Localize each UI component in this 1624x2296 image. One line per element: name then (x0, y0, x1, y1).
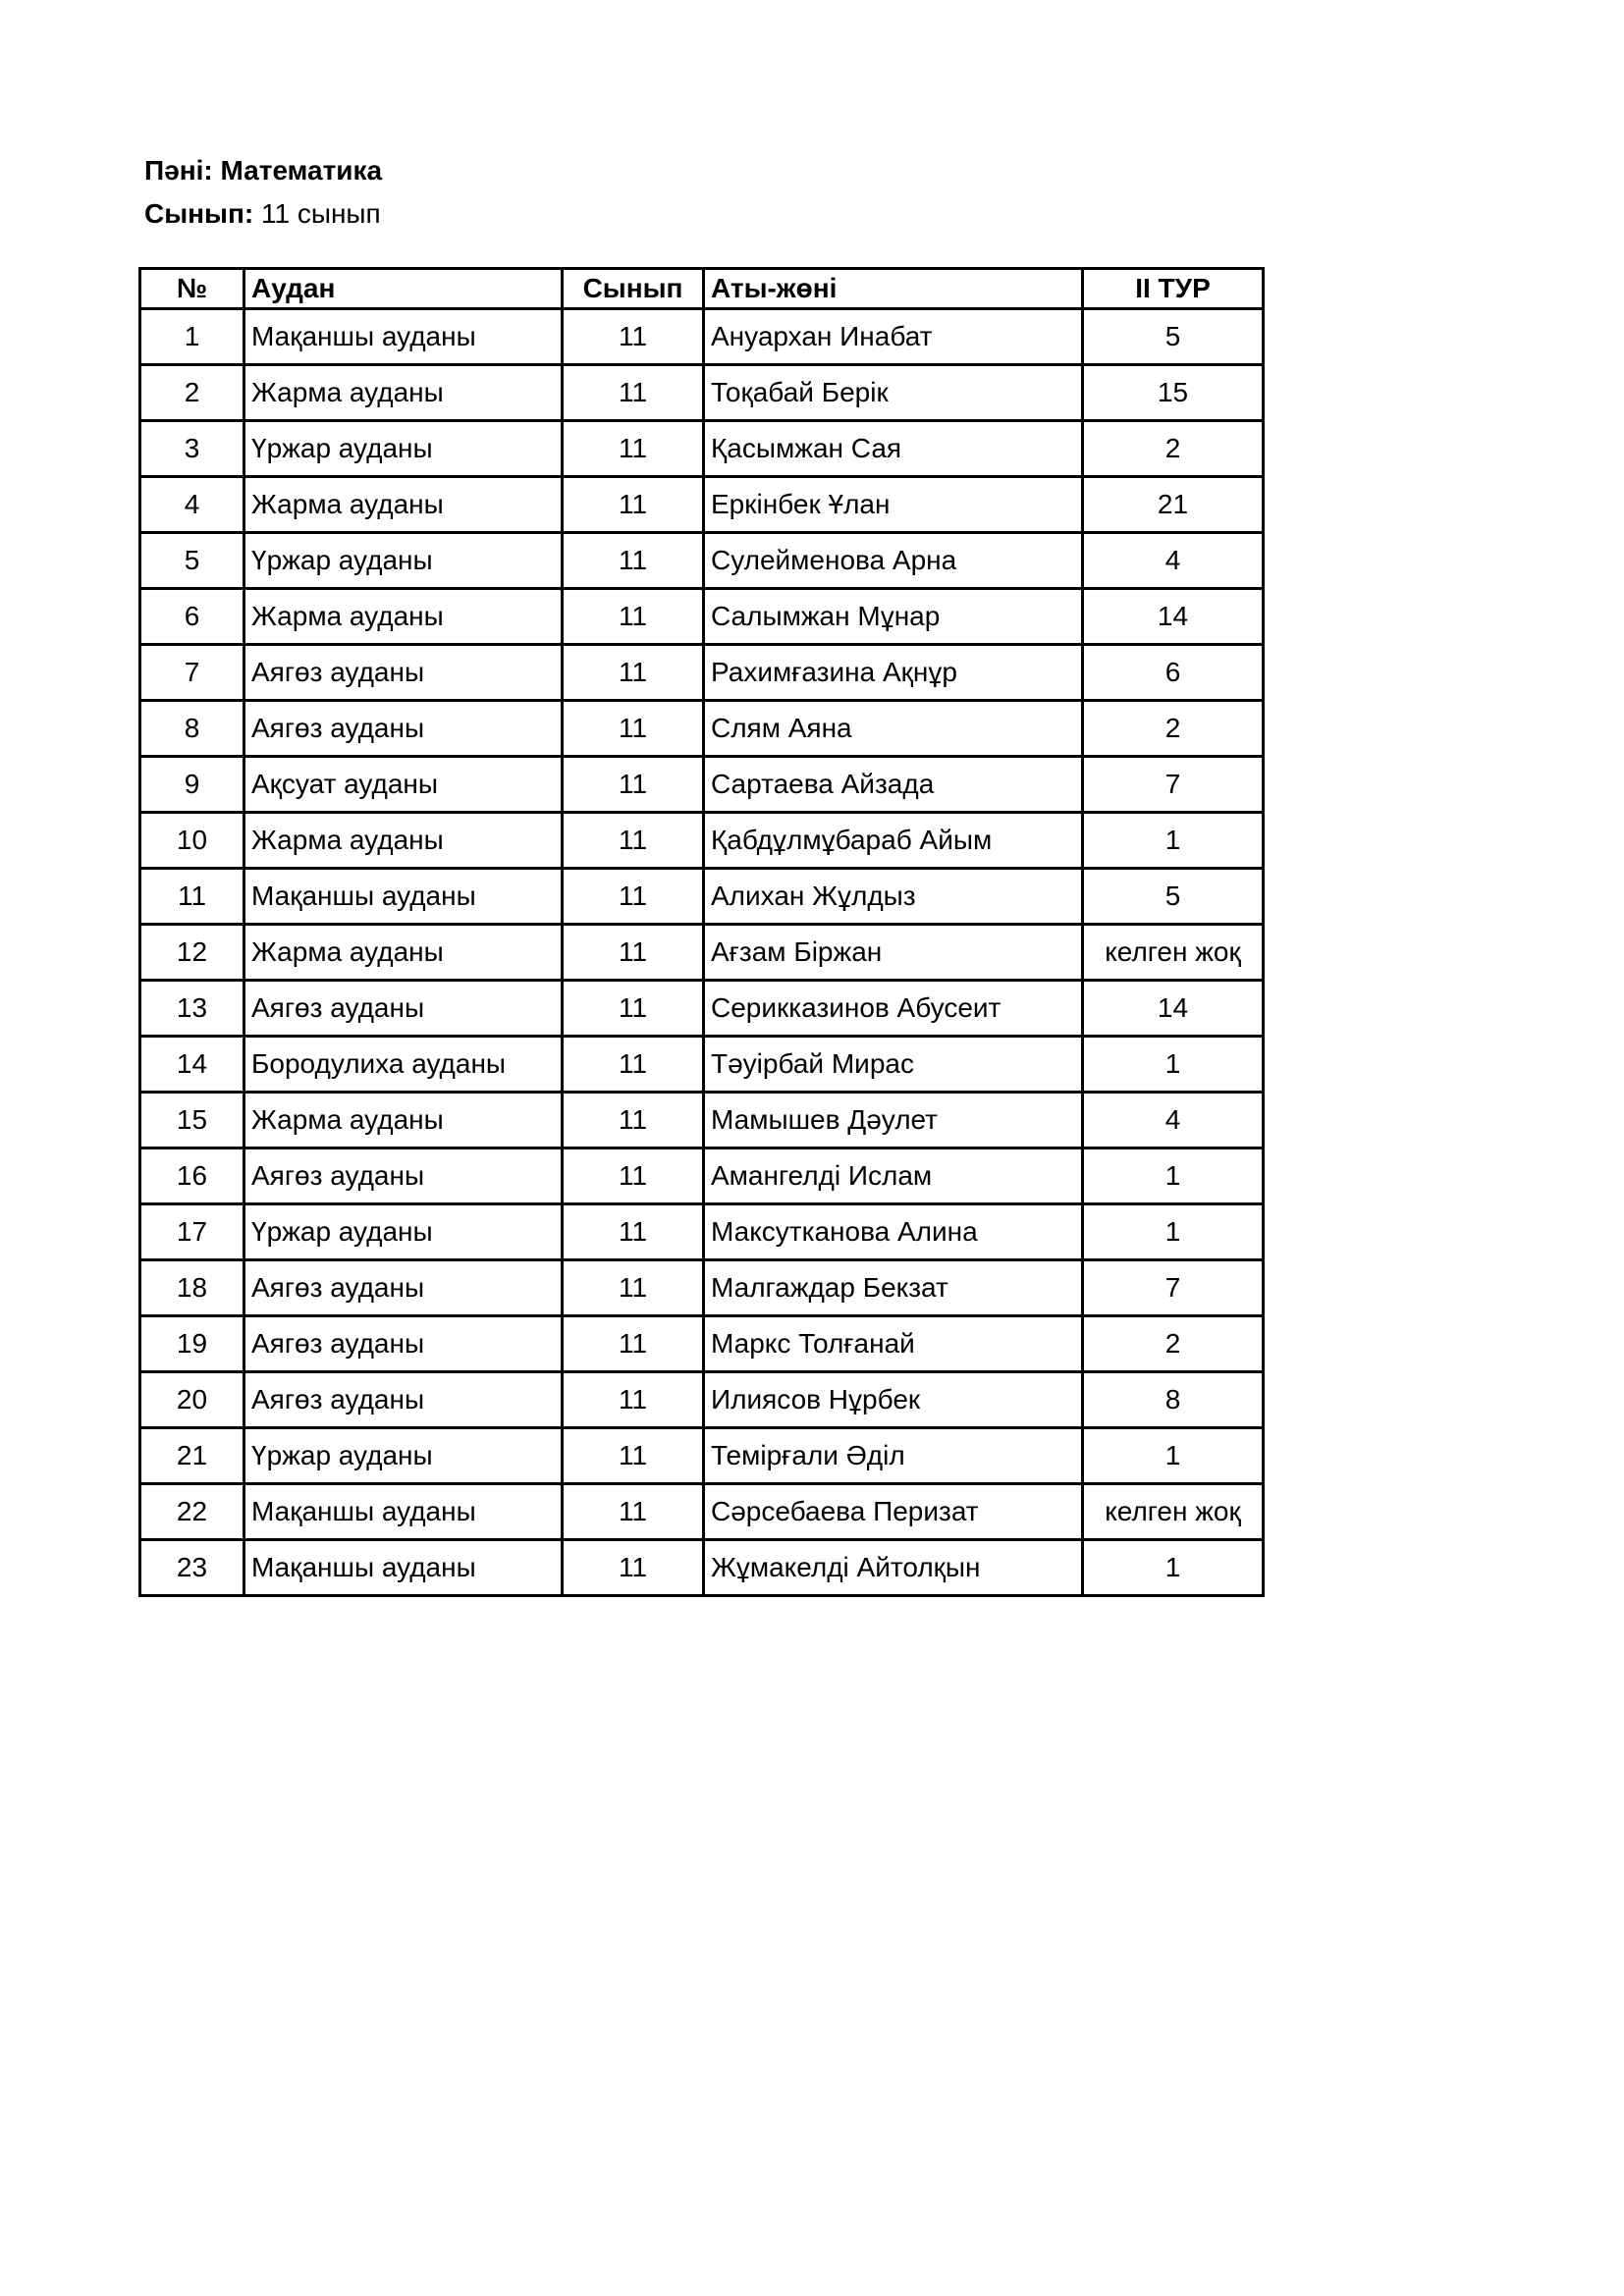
header-district: Аудан (244, 269, 563, 309)
cell-score: 5 (1083, 309, 1264, 365)
cell-district: Аягөз ауданы (244, 701, 563, 757)
cell-name: Сәрсебаева Перизат (704, 1484, 1083, 1540)
table-row (140, 701, 1264, 757)
cell-class: 11 (563, 1428, 704, 1484)
cell-name: Малгаждар Бекзат (704, 1260, 1083, 1316)
cell-class: 11 (563, 645, 704, 701)
cell-name: Қасымжан Сая (704, 421, 1083, 477)
cell-class: 11 (563, 813, 704, 869)
cell-number: 17 (140, 1204, 244, 1260)
cell-class: 11 (563, 757, 704, 813)
cell-district: Аягөз ауданы (244, 1260, 563, 1316)
cell-district: Үржар ауданы (244, 533, 563, 589)
cell-number: 12 (140, 925, 244, 981)
cell-district: Жарма ауданы (244, 589, 563, 645)
cell-name: Сартаева Айзада (704, 757, 1083, 813)
cell-name: Еркінбек Ұлан (704, 477, 1083, 533)
table-row (140, 1260, 1264, 1316)
cell-number: 5 (140, 533, 244, 589)
cell-number: 1 (140, 309, 244, 365)
cell-district: Үржар ауданы (244, 1204, 563, 1260)
table-header-row (140, 269, 1264, 309)
subject-value: Математика (220, 155, 383, 186)
cell-score: 1 (1083, 1540, 1264, 1596)
table-row (140, 1540, 1264, 1596)
cell-number: 20 (140, 1372, 244, 1428)
table-row (140, 1316, 1264, 1372)
table-row (140, 1372, 1264, 1428)
cell-score: 14 (1083, 589, 1264, 645)
cell-score: 7 (1083, 757, 1264, 813)
cell-name: Мамышев Дәулет (704, 1093, 1083, 1148)
cell-score: 2 (1083, 1316, 1264, 1372)
subject-label: Пәні: (144, 155, 213, 186)
cell-number: 8 (140, 701, 244, 757)
cell-district: Мақаншы ауданы (244, 309, 563, 365)
table-row (140, 477, 1264, 533)
cell-score: келген жоқ (1083, 1484, 1264, 1540)
cell-district: Мақаншы ауданы (244, 1484, 563, 1540)
document-header (144, 149, 382, 236)
cell-class: 11 (563, 477, 704, 533)
cell-name: Маркс Толғанай (704, 1316, 1083, 1372)
cell-number: 16 (140, 1148, 244, 1204)
cell-score: 4 (1083, 533, 1264, 589)
cell-score: 15 (1083, 365, 1264, 421)
table-row (140, 981, 1264, 1037)
cell-class: 11 (563, 981, 704, 1037)
cell-class: 11 (563, 1540, 704, 1596)
cell-name: Темірғали Әділ (704, 1428, 1083, 1484)
cell-number: 22 (140, 1484, 244, 1540)
cell-class: 11 (563, 421, 704, 477)
cell-number: 19 (140, 1316, 244, 1372)
cell-class: 11 (563, 1372, 704, 1428)
cell-class: 11 (563, 1260, 704, 1316)
table-row (140, 813, 1264, 869)
cell-district: Мақаншы ауданы (244, 1540, 563, 1596)
cell-district: Аягөз ауданы (244, 981, 563, 1037)
cell-score: 1 (1083, 1037, 1264, 1093)
header-number: № (140, 269, 244, 309)
cell-name: Қабдұлмұбараб Айым (704, 813, 1083, 869)
header-name: Аты-жөні (704, 269, 1083, 309)
cell-class: 11 (563, 1037, 704, 1093)
cell-district: Жарма ауданы (244, 477, 563, 533)
cell-number: 13 (140, 981, 244, 1037)
cell-class: 11 (563, 925, 704, 981)
cell-number: 9 (140, 757, 244, 813)
cell-number: 3 (140, 421, 244, 477)
cell-class: 11 (563, 701, 704, 757)
cell-score: 14 (1083, 981, 1264, 1037)
cell-class: 11 (563, 365, 704, 421)
table-row (140, 1148, 1264, 1204)
table-body (140, 309, 1264, 1596)
table-row (140, 1037, 1264, 1093)
cell-number: 11 (140, 869, 244, 925)
table-row (140, 421, 1264, 477)
subject-line (144, 149, 382, 192)
cell-score: 7 (1083, 1260, 1264, 1316)
cell-class: 11 (563, 1316, 704, 1372)
cell-name: Сулейменова Арна (704, 533, 1083, 589)
table-row (140, 1093, 1264, 1148)
cell-name: Ануархан Инабат (704, 309, 1083, 365)
cell-name: Ағзам Біржан (704, 925, 1083, 981)
cell-district: Бородулиха ауданы (244, 1037, 563, 1093)
cell-number: 15 (140, 1093, 244, 1148)
cell-class: 11 (563, 533, 704, 589)
grade-label: Сынып: (144, 198, 254, 229)
cell-class: 11 (563, 1484, 704, 1540)
cell-district: Ақсуат ауданы (244, 757, 563, 813)
cell-number: 6 (140, 589, 244, 645)
table-row (140, 533, 1264, 589)
cell-district: Үржар ауданы (244, 1428, 563, 1484)
table-row (140, 365, 1264, 421)
table-row (140, 757, 1264, 813)
cell-score: 1 (1083, 813, 1264, 869)
cell-score: 2 (1083, 421, 1264, 477)
cell-number: 23 (140, 1540, 244, 1596)
table-row (140, 309, 1264, 365)
cell-district: Аягөз ауданы (244, 1316, 563, 1372)
results-table (138, 267, 1265, 1597)
cell-number: 2 (140, 365, 244, 421)
cell-class: 11 (563, 309, 704, 365)
cell-score: 2 (1083, 701, 1264, 757)
cell-score: 1 (1083, 1148, 1264, 1204)
cell-score: 21 (1083, 477, 1264, 533)
cell-name: Алихан Жұлдыз (704, 869, 1083, 925)
cell-number: 4 (140, 477, 244, 533)
cell-district: Аягөз ауданы (244, 645, 563, 701)
table-row (140, 645, 1264, 701)
header-round-two: II ТУР (1083, 269, 1264, 309)
cell-score: келген жоқ (1083, 925, 1264, 981)
cell-district: Мақаншы ауданы (244, 869, 563, 925)
cell-district: Жарма ауданы (244, 813, 563, 869)
cell-score: 1 (1083, 1428, 1264, 1484)
cell-number: 10 (140, 813, 244, 869)
cell-class: 11 (563, 1093, 704, 1148)
table-row (140, 589, 1264, 645)
cell-name: Салымжан Мұнар (704, 589, 1083, 645)
cell-district: Жарма ауданы (244, 1093, 563, 1148)
cell-number: 7 (140, 645, 244, 701)
cell-district: Аягөз ауданы (244, 1372, 563, 1428)
cell-name: Тоқабай Берік (704, 365, 1083, 421)
cell-name: Жұмакелді Айтолқын (704, 1540, 1083, 1596)
cell-score: 5 (1083, 869, 1264, 925)
cell-class: 11 (563, 589, 704, 645)
grade-line (144, 192, 382, 236)
cell-district: Жарма ауданы (244, 365, 563, 421)
cell-class: 11 (563, 1204, 704, 1260)
cell-district: Жарма ауданы (244, 925, 563, 981)
table-row (140, 1204, 1264, 1260)
table-row (140, 1428, 1264, 1484)
cell-score: 8 (1083, 1372, 1264, 1428)
cell-name: Серикказинов Абусеит (704, 981, 1083, 1037)
header-class: Сынып (563, 269, 704, 309)
cell-district: Аягөз ауданы (244, 1148, 563, 1204)
cell-score: 1 (1083, 1204, 1264, 1260)
cell-score: 4 (1083, 1093, 1264, 1148)
cell-class: 11 (563, 1148, 704, 1204)
cell-name: Илиясов Нұрбек (704, 1372, 1083, 1428)
table-row (140, 869, 1264, 925)
cell-name: Слям Аяна (704, 701, 1083, 757)
cell-class: 11 (563, 869, 704, 925)
cell-number: 18 (140, 1260, 244, 1316)
grade-value: 11 сынып (260, 198, 381, 229)
cell-number: 14 (140, 1037, 244, 1093)
cell-name: Тәуірбай Мирас (704, 1037, 1083, 1093)
cell-district: Үржар ауданы (244, 421, 563, 477)
table-row (140, 925, 1264, 981)
cell-name: Рахимғазина Ақнұр (704, 645, 1083, 701)
cell-number: 21 (140, 1428, 244, 1484)
cell-score: 6 (1083, 645, 1264, 701)
cell-name: Максутканова Алина (704, 1204, 1083, 1260)
table-row (140, 1484, 1264, 1540)
cell-name: Амангелді Ислам (704, 1148, 1083, 1204)
